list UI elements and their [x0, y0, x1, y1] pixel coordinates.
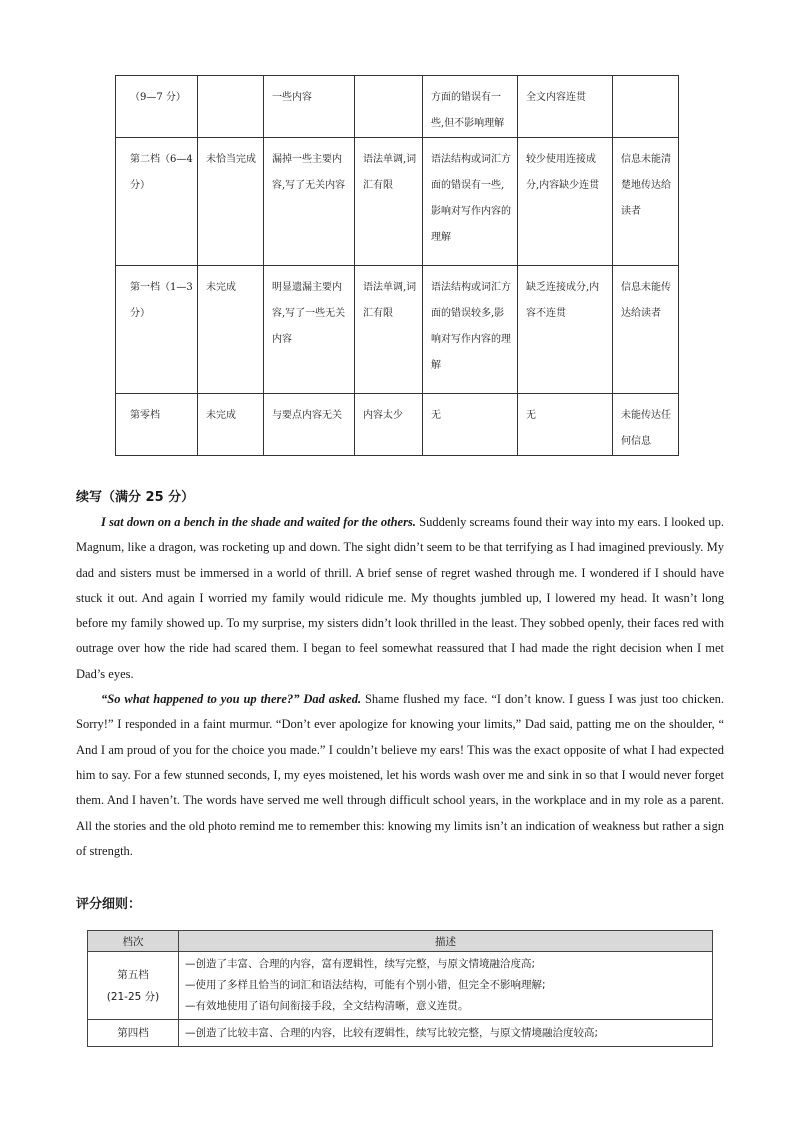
- rubric-cell: 内容太少: [355, 394, 423, 456]
- rubric-cell: 无: [423, 394, 518, 456]
- rubric-cell: [613, 76, 679, 138]
- rubric-cell: 未恰当完成: [198, 138, 264, 266]
- rubric-cell: 明显遗漏主要内容,写了一些无关内容: [264, 266, 355, 394]
- rubric-row-zero: [116, 394, 679, 456]
- rubric-cell: [355, 76, 423, 138]
- paragraph-lead-sentence: “So what happened to you up there?” Dad asked.: [101, 692, 362, 707]
- rubric-cell: 语法结构或词汇方面的错误有一些,影响对写作内容的理解: [423, 138, 518, 266]
- paragraph-text: Suddenly screams found their way into my ears. I looked up. Magnum, like a dragon, was rocketing up and down. The sight didn’t seem to be that terrifying as I had imagined previously. My dad and sisters must be immersed in a world of thrill. A brief sense of regret washed through me. I wondered if I should have stuck it out. And again I worried my family would ridicule me. My thoughts jumbled up, I lowered my head. It wasn’t long before my family showed up. To my surprise, my sisters didn’t look thrilled in the least. They sobbed openly, their faces red with outrage over how the ride had scared them. I began to feel somewhat reassured that I had made the right decision when I met Dad’s eyes.: [76, 515, 724, 681]
- grade-row-fifth: [88, 952, 713, 1020]
- grade-table-header: [88, 931, 713, 952]
- scoring-title: 评分细则：: [76, 897, 142, 912]
- rubric-cell: 第二档（6—4 分）: [116, 138, 198, 266]
- rubric-cell: （9—7 分）: [116, 76, 198, 138]
- rubric-row-second: [116, 138, 679, 266]
- rubric-cell: 方面的错误有一些,但不影响理解: [423, 76, 518, 138]
- grade-description-cell: [179, 1020, 713, 1047]
- essay-paragraph-2: [76, 687, 724, 864]
- grade-level-range: (21-25 分): [106, 990, 160, 1003]
- rubric-cell: 全文内容连贯: [518, 76, 613, 138]
- grade-description-line: —有效地使用了语句间衔接手段，全文结构清晰，意义连贯。: [185, 1000, 469, 1012]
- rubric-cell: 漏掉一些主要内容,写了无关内容: [264, 138, 355, 266]
- grade-description-cell: [179, 952, 713, 1020]
- grade-table: [87, 930, 713, 1047]
- rubric-cell: 未完成: [198, 394, 264, 456]
- rubric-cell: 较少使用连接成分,内容缺少连贯: [518, 138, 613, 266]
- paragraph-text: Shame flushed my face. “I don’t know. I guess I was just too chicken. Sorry!” I responded in a faint murmur. “Don’t ever apologize for knowing your limits,” Dad said, patting me on the shoulder, “ And I am proud of you for the choice you made.” I couldn’t believe my ears! This was the exact opposite of what I had expected him to say. For a few stunned seconds, I, my eyes moistened, let his words wash over me and sink in so that I would never forget them. And I haven’t. The words have served me well through difficult school years, in the workplace and in my role as a parent. All the stories and the old photo remind me to remember this: knowing my limits isn’t an indication of weakness but rather a sign of strength.: [76, 692, 724, 858]
- essay-paragraph-1: [76, 510, 724, 687]
- rubric-table: [115, 75, 679, 456]
- rubric-cell: 语法单调,词汇有限: [355, 266, 423, 394]
- section-title: 续写（满分 25 分）: [76, 490, 195, 505]
- grade-level-name: 第四档: [117, 1027, 149, 1039]
- grade-level-cell: [88, 952, 179, 1020]
- paragraph-lead-sentence: I sat down on a bench in the shade and waited for the others.: [101, 515, 416, 529]
- rubric-cell: 一些内容: [264, 76, 355, 138]
- grade-description-line: —使用了多样且恰当的词汇和语法结构，可能有个别小错，但完全不影响理解;: [185, 979, 546, 991]
- rubric-cell: 缺乏连接成分,内容不连贯: [518, 266, 613, 394]
- grade-row-fourth: [88, 1020, 713, 1047]
- rubric-cell: 语法单调,词汇有限: [355, 138, 423, 266]
- grade-description-line: —创造了丰富、合理的内容，富有逻辑性，续写完整，与原文情境融洽度高;: [185, 958, 536, 970]
- rubric-cell: 未完成: [198, 266, 264, 394]
- rubric-row-third: [116, 76, 679, 138]
- rubric-cell: 无: [518, 394, 613, 456]
- rubric-cell: 未能传达任何信息: [613, 394, 679, 456]
- rubric-cell: 第一档（1—3 分）: [116, 266, 198, 394]
- rubric-cell: 信息未能清楚地传达给读者: [613, 138, 679, 266]
- rubric-cell: 语法结构或词汇方面的错误较多,影响对写作内容的理解: [423, 266, 518, 394]
- header-level: 档次: [88, 931, 179, 952]
- rubric-cell: 与要点内容无关: [264, 394, 355, 456]
- header-description: 描述: [179, 931, 713, 952]
- grade-level-cell: [88, 1020, 179, 1047]
- rubric-row-first: [116, 266, 679, 394]
- essay-body: [76, 510, 724, 864]
- grade-description-line: —创造了比较丰富、合理的内容，比较有逻辑性，续写比较完整，与原文情境融洽度较高;: [185, 1026, 599, 1039]
- rubric-cell: 第零档: [116, 394, 198, 456]
- grade-level-name: 第五档: [117, 968, 149, 981]
- rubric-cell: [198, 76, 264, 138]
- rubric-cell: 信息未能传达给读者: [613, 266, 679, 394]
